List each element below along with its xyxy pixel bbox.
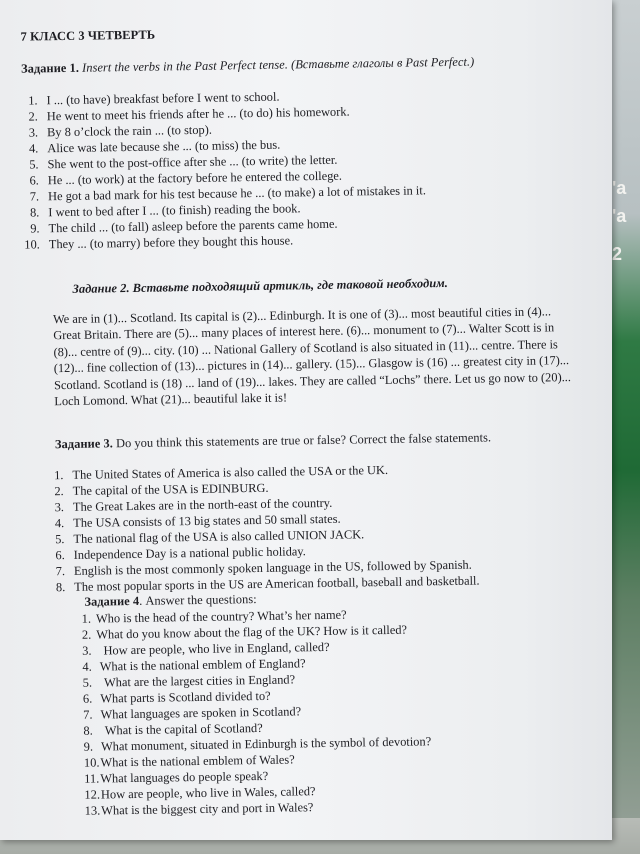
task4-instruction: . Answer the questions:: [139, 592, 257, 608]
list-item: 9. What monument, situated in Edinburgh is the symbol of devotion?: [83, 734, 432, 754]
task3-heading: [55, 430, 491, 452]
list-item: 12.How are people, who live in Wales, called?: [84, 784, 316, 802]
list-item: 3. The Great Lakes are in the north-east of the country.: [54, 495, 333, 515]
task3-instruction: Do you think this statements are true or false? Correct the false statements.: [115, 430, 492, 451]
list-item: 8. The most popular sports in the US are American football, baseball and basketball.: [55, 573, 480, 595]
task3-list: [37, 461, 479, 596]
list-item: 1. Who is the head of the country? What’s her name?: [81, 607, 347, 626]
list-item: 4. The USA consists of 13 big states and 50 small states.: [54, 511, 341, 531]
task4-label: Задание 4: [84, 593, 140, 609]
list-item: 4. What is the national emblem of England?: [82, 656, 306, 674]
task2-heading: Задание 2. Вставьте подходящий артикль, где таковой необходим.: [72, 276, 449, 296]
list-item: 6. He ... (to work) at the factory before he entered the college.: [29, 168, 343, 188]
list-item: 9. The child ... (to fall) asleep before the parents came home.: [30, 216, 338, 236]
list-item: 8. I went to bed after I ... (to finish) reading the book.: [29, 201, 301, 220]
list-item: 1. I ... (to have) breakfast before I went to school.: [28, 89, 280, 108]
list-item: 6. What parts is Scotland divided to?: [82, 688, 271, 706]
list-item: 2. The capital of the USA is EDINBURG.: [54, 480, 269, 499]
task1-instruction: Insert the verbs in the Past Perfect tense. (Вставьте глаголы в Past Perfect.): [81, 54, 475, 75]
list-item: 2. What do you know about the flag of the UK? How is it called?: [81, 622, 408, 642]
list-item: 6. Independence Day is a national public holiday.: [55, 544, 306, 563]
task1-label: Задание 1.: [20, 60, 80, 76]
page-title: 7 КЛАСС 3 ЧЕТВЕРТЬ: [20, 27, 156, 44]
list-item: 1. The United States of America is also called the USA or the UK.: [54, 462, 389, 483]
list-item: 5. She went to the post-office after she ... (to write) the letter.: [29, 152, 338, 172]
task2-text: We are in (1)... Scotland. Its capital is (2)... Edinburgh. It is one of (3)... most beautiful cities in (4)... Great Britain. There are (5)... many places of interest here. (6)... monument to (7)... Walter Scott is in (8)... centre of (9)... city. (10) ... National Gallery of Scotland is also situated in (11)... centre. There is (12)... fine collection of (13)... pictures in (14)... gallery. (15)... Glasgow is (16) ... greatest city in (17)... Scotland. Scotland is (18) ... land of (19)... lakes. They are called “Lochs” there. Let us go now to (20)... Loch Lomond. What (21)... beautiful lake it is!: [52, 304, 572, 409]
task4-list: [82, 605, 433, 818]
list-item: 7. What languages are spoken in Scotland?: [83, 704, 302, 722]
list-item: 5. What are the largest cities in England?: [82, 672, 296, 690]
list-item: 7. English is the most commonly spoken language in the US, followed by Spanish.: [55, 557, 472, 579]
background-print-fragment: 'a: [612, 178, 627, 198]
list-item: 2. He went to meet his friends after he ... (to do) his homework.: [28, 104, 350, 124]
list-item: 4. Alice was late because she ... (to miss) the bus.: [28, 137, 281, 156]
task1-heading: [21, 55, 474, 77]
task3-label: Задание 3.: [54, 436, 113, 452]
list-item: 3. How are people, who live in England, called?: [82, 639, 330, 658]
list-item: 11.What languages do people speak?: [84, 768, 269, 786]
list-item: 10.What is the national emblem of Wales?: [83, 752, 295, 770]
list-item: 7. He got a bad mark for his test because he ... (to make) a lot of mistakes in it.: [29, 183, 426, 204]
list-item: 10. They ... (to marry) before they bought this house.: [24, 233, 294, 252]
list-item: 8. What is the capital of Scotland?: [83, 720, 263, 738]
list-item: 3. By 8 o’clock the rain ... (to stop).: [28, 122, 213, 140]
list-item: 13.What is the biggest city and port in Wales?: [84, 800, 314, 818]
background-print-fragment: 2: [612, 244, 623, 264]
task4-heading: [84, 592, 256, 610]
background-print-fragment: 'a: [612, 206, 627, 226]
list-item: 5. The national flag of the USA is also called UNION JACK.: [55, 527, 365, 547]
task1-list: [11, 86, 426, 252]
